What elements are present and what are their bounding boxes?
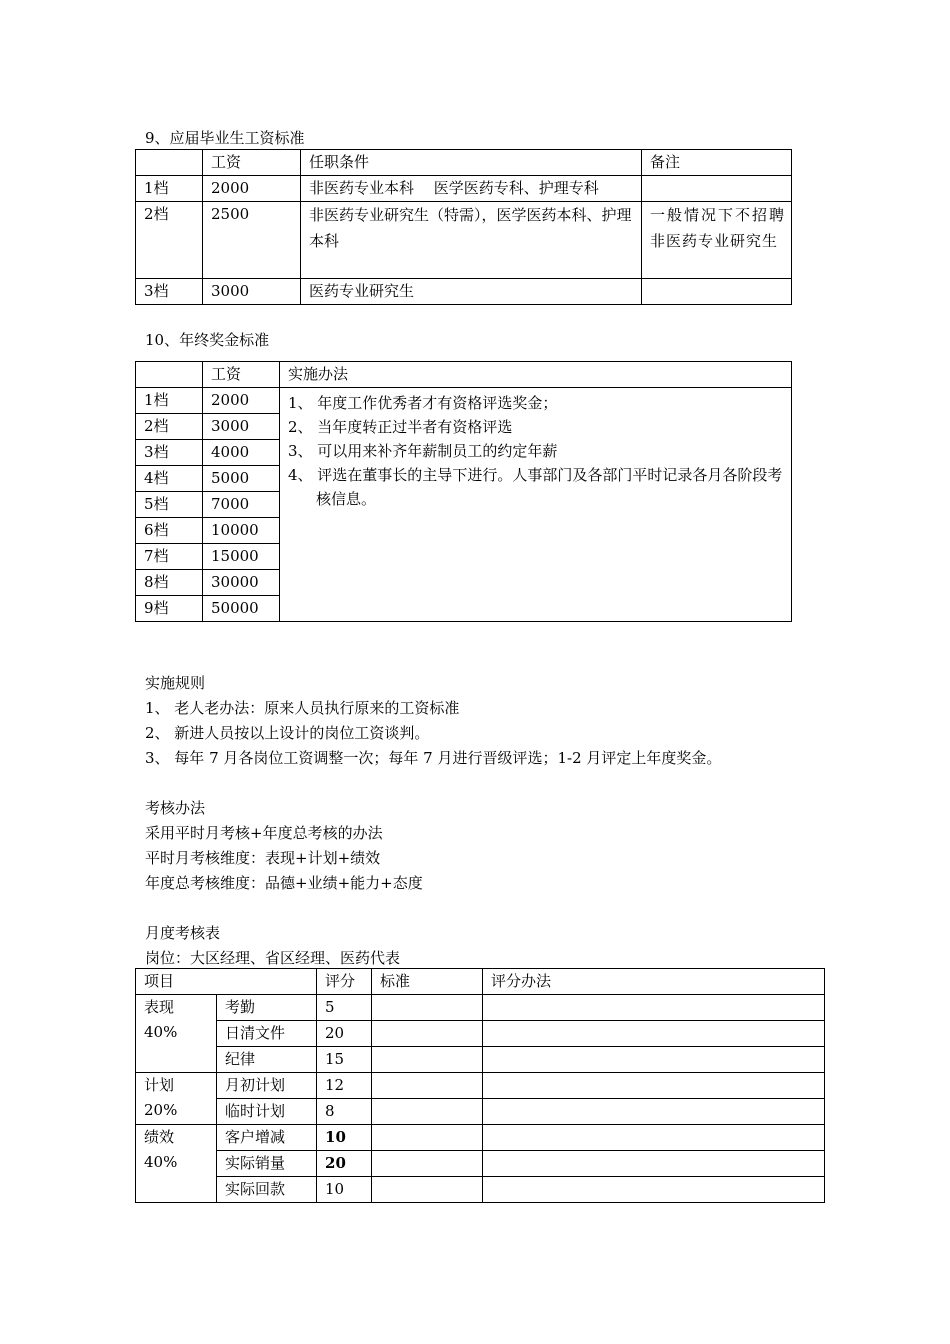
item-label: 实际回款	[217, 1177, 317, 1203]
amount-cell: 2000	[203, 388, 280, 414]
header-cell	[136, 362, 203, 388]
method-cell	[483, 1099, 825, 1125]
item-label: 客户增减	[217, 1125, 317, 1151]
group-cell	[136, 995, 217, 1073]
group-name: 计划	[144, 1076, 175, 1094]
level-cell: 2档	[136, 414, 203, 440]
method-cell	[483, 1021, 825, 1047]
assessment-title: 考核办法	[145, 799, 206, 817]
score-cell: 5	[317, 995, 372, 1021]
group-weight: 20%	[144, 1101, 178, 1119]
method-item: 2、 当年度转正过半者有资格评选	[288, 418, 513, 436]
score-cell: 12	[317, 1073, 372, 1099]
standard-cell	[372, 1099, 483, 1125]
score-cell: 10	[317, 1177, 372, 1203]
group-name: 绩效	[144, 1128, 175, 1146]
group-cell	[136, 1125, 217, 1203]
table-row	[136, 1151, 825, 1177]
note-cell	[642, 279, 792, 305]
method-cell	[483, 1125, 825, 1151]
header-cell	[136, 150, 203, 176]
level-cell: 3档	[136, 440, 203, 466]
rule-item: 1、 老人老办法：原来人员执行原来的工资标准	[145, 699, 460, 717]
table-row	[136, 1125, 825, 1151]
amount-cell: 15000	[203, 544, 280, 570]
item-label: 临时计划	[217, 1099, 317, 1125]
standard-cell	[372, 1073, 483, 1099]
table-row	[136, 1047, 825, 1073]
item-label: 考勤	[217, 995, 317, 1021]
level-cell: 3档	[136, 279, 203, 305]
table-row	[136, 1073, 825, 1099]
level-cell: 7档	[136, 544, 203, 570]
standard-cell	[372, 1021, 483, 1047]
table-row	[136, 1021, 825, 1047]
level-cell: 6档	[136, 518, 203, 544]
amount-cell: 3000	[203, 414, 280, 440]
table-row	[136, 176, 792, 202]
level-cell: 9档	[136, 596, 203, 622]
rule-item: 2、 新进人员按以上设计的岗位工资谈判。	[145, 724, 430, 742]
method-item: 1、 年度工作优秀者才有资格评选奖金；	[288, 394, 558, 412]
condition-cell: 非医药专业研究生（特需），医学医药本科、护理本科	[301, 202, 642, 279]
rules-title: 实施规则	[145, 674, 206, 692]
header-cell: 工资	[203, 150, 301, 176]
method-cell	[483, 1073, 825, 1099]
section9-title: 9、应届毕业生工资标准	[145, 129, 305, 147]
condition-cell: 医药专业研究生	[301, 279, 642, 305]
table-header-row	[136, 362, 792, 388]
group-weight: 40%	[144, 1153, 178, 1171]
salary-cell: 2500	[203, 202, 301, 279]
monthly-position: 岗位：大区经理、省区经理、医药代表	[145, 949, 401, 967]
standard-cell	[372, 1125, 483, 1151]
group-cell	[136, 1073, 217, 1125]
condition-cell: 非医药专业本科 医学医药专科、护理专科	[301, 176, 642, 202]
graduate-salary-table	[135, 149, 792, 305]
note-cell: 一般情况下不招聘非医药专业研究生	[642, 202, 792, 279]
method-cell	[483, 1177, 825, 1203]
methods-cell	[280, 388, 792, 622]
level-cell: 1档	[136, 388, 203, 414]
level-cell: 1档	[136, 176, 203, 202]
rule-item: 3、 每年 7 月各岗位工资调整一次；每年 7 月进行晋级评选；1-2 月评定上年度奖金。	[145, 749, 722, 767]
header-cell: 任职条件	[301, 150, 642, 176]
note-cell	[642, 176, 792, 202]
amount-cell: 4000	[203, 440, 280, 466]
salary-cell: 3000	[203, 279, 301, 305]
standard-cell	[372, 1047, 483, 1073]
assessment-line: 采用平时月考核+年度总考核的办法	[145, 824, 383, 842]
item-label: 实际销量	[217, 1151, 317, 1177]
monthly-assessment-table	[135, 968, 825, 1203]
method-item: 4、 评选在董事长的主导下进行。人事部门及各部门平时记录各月各阶段考核信息。	[288, 466, 783, 508]
level-cell: 4档	[136, 466, 203, 492]
level-cell: 8档	[136, 570, 203, 596]
table-row	[136, 202, 792, 279]
header-cell: 评分	[317, 969, 372, 995]
group-name: 表现	[144, 998, 175, 1016]
score-cell: 20	[317, 1021, 372, 1047]
monthly-title: 月度考核表	[145, 924, 221, 942]
item-label: 纪律	[217, 1047, 317, 1073]
header-cell: 工资	[203, 362, 280, 388]
method-item: 3、 可以用来补齐年薪制员工的约定年薪	[288, 442, 558, 460]
bonus-table	[135, 361, 792, 622]
method-cell	[483, 1047, 825, 1073]
table-row	[136, 279, 792, 305]
level-cell: 2档	[136, 202, 203, 279]
header-cell: 标准	[372, 969, 483, 995]
score-cell: 20	[317, 1151, 372, 1177]
score-cell: 10	[317, 1125, 372, 1151]
score-cell: 15	[317, 1047, 372, 1073]
header-cell: 项目	[136, 969, 317, 995]
assessment-line: 年度总考核维度：品德+业绩+能力+态度	[145, 874, 423, 892]
standard-cell	[372, 995, 483, 1021]
standard-cell	[372, 1177, 483, 1203]
group-weight: 40%	[144, 1023, 178, 1041]
amount-cell: 5000	[203, 466, 280, 492]
item-label: 日清文件	[217, 1021, 317, 1047]
score-cell: 8	[317, 1099, 372, 1125]
table-header-row	[136, 969, 825, 995]
header-cell: 实施办法	[280, 362, 792, 388]
amount-cell: 30000	[203, 570, 280, 596]
table-row	[136, 995, 825, 1021]
item-label: 月初计划	[217, 1073, 317, 1099]
method-cell	[483, 1151, 825, 1177]
level-cell: 5档	[136, 492, 203, 518]
method-cell	[483, 995, 825, 1021]
amount-cell: 10000	[203, 518, 280, 544]
section10-title: 10、年终奖金标准	[145, 331, 270, 349]
table-row	[136, 388, 792, 414]
header-cell: 备注	[642, 150, 792, 176]
table-row	[136, 1099, 825, 1125]
amount-cell: 7000	[203, 492, 280, 518]
table-header-row	[136, 150, 792, 176]
standard-cell	[372, 1151, 483, 1177]
header-cell: 评分办法	[483, 969, 825, 995]
amount-cell: 50000	[203, 596, 280, 622]
table-row	[136, 1177, 825, 1203]
salary-cell: 2000	[203, 176, 301, 202]
assessment-line: 平时月考核维度：表现+计划+绩效	[145, 849, 381, 867]
